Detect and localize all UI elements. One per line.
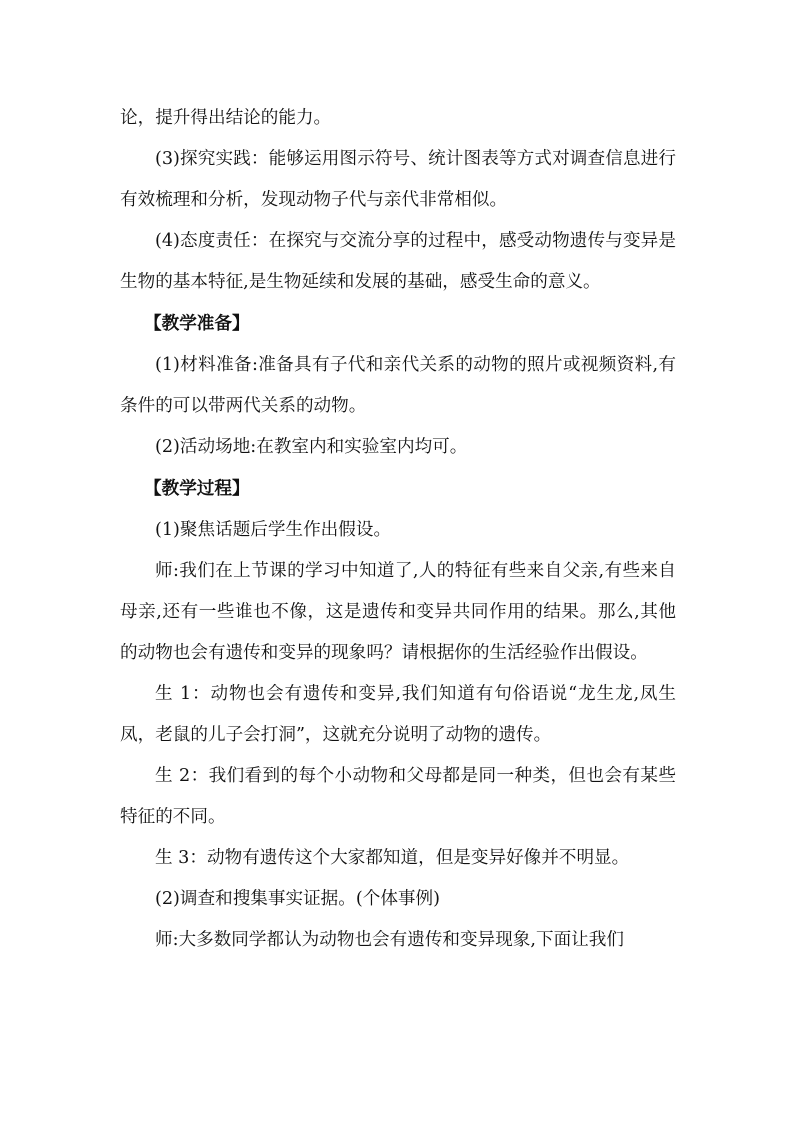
paragraph-investigate-evidence: (2)调查和搜集事实证据。(个体事例) [155, 889, 440, 909]
section-heading-teaching-process: 【教学过程】 [144, 479, 250, 499]
section-heading-teaching-preparation: 【教学准备】 [144, 314, 250, 334]
paragraph-student-2: 生 2：我们看到的每个小动物和父母都是同一种类，但也会有某些特征的不同。 [120, 766, 676, 827]
paragraph-student-1: 生 1：动物也会有遗传和变异,我们知道有句俗语说“龙生龙,凤生凤，老鼠的儿子会打洞”，这就充分说明了动物的遗传。 [120, 684, 676, 745]
paragraph-material-preparation: (1)材料准备:准备具有子代和亲代关系的动物的照片或视频资料,有条件的可以带两代关系的动物。 [120, 355, 676, 416]
paragraph-teacher-question: 师:我们在上节课的学习中知道了,人的特征有些来自父亲,有些来自母亲,还有一些谁也不像，这是遗传和变异共同作用的结果。那么,其他的动物也会有遗传和变异的现象吗？请根据你的生活经验作出假设。 [120, 561, 676, 663]
paragraph-focus-topic: (1)聚焦话题后学生作出假设。 [155, 520, 392, 540]
paragraph-teacher-continue: 师:大多数同学都认为动物也会有遗传和变异现象,下面让我们 [155, 930, 624, 950]
paragraph-inquiry-practice: (3)探究实践：能够运用图示符号、统计图表等方式对调查信息进行有效梳理和分析，发现动物子代与亲代非常相似。 [120, 149, 676, 210]
paragraph-student-3: 生 3：动物有遗传这个大家都知道，但是变异好像并不明显。 [155, 848, 630, 868]
paragraph-continuation: 论，提升得出结论的能力。 [120, 108, 332, 128]
paragraph-attitude-responsibility: (4)态度责任：在探究与交流分享的过程中，感受动物遗传与变异是生物的基本特征,是生物延续和发展的基础，感受生命的意义。 [120, 231, 676, 292]
document-body [120, 98, 676, 961]
paragraph-activity-venue: (2)活动场地:在教室内和实验室内均可。 [155, 437, 468, 457]
